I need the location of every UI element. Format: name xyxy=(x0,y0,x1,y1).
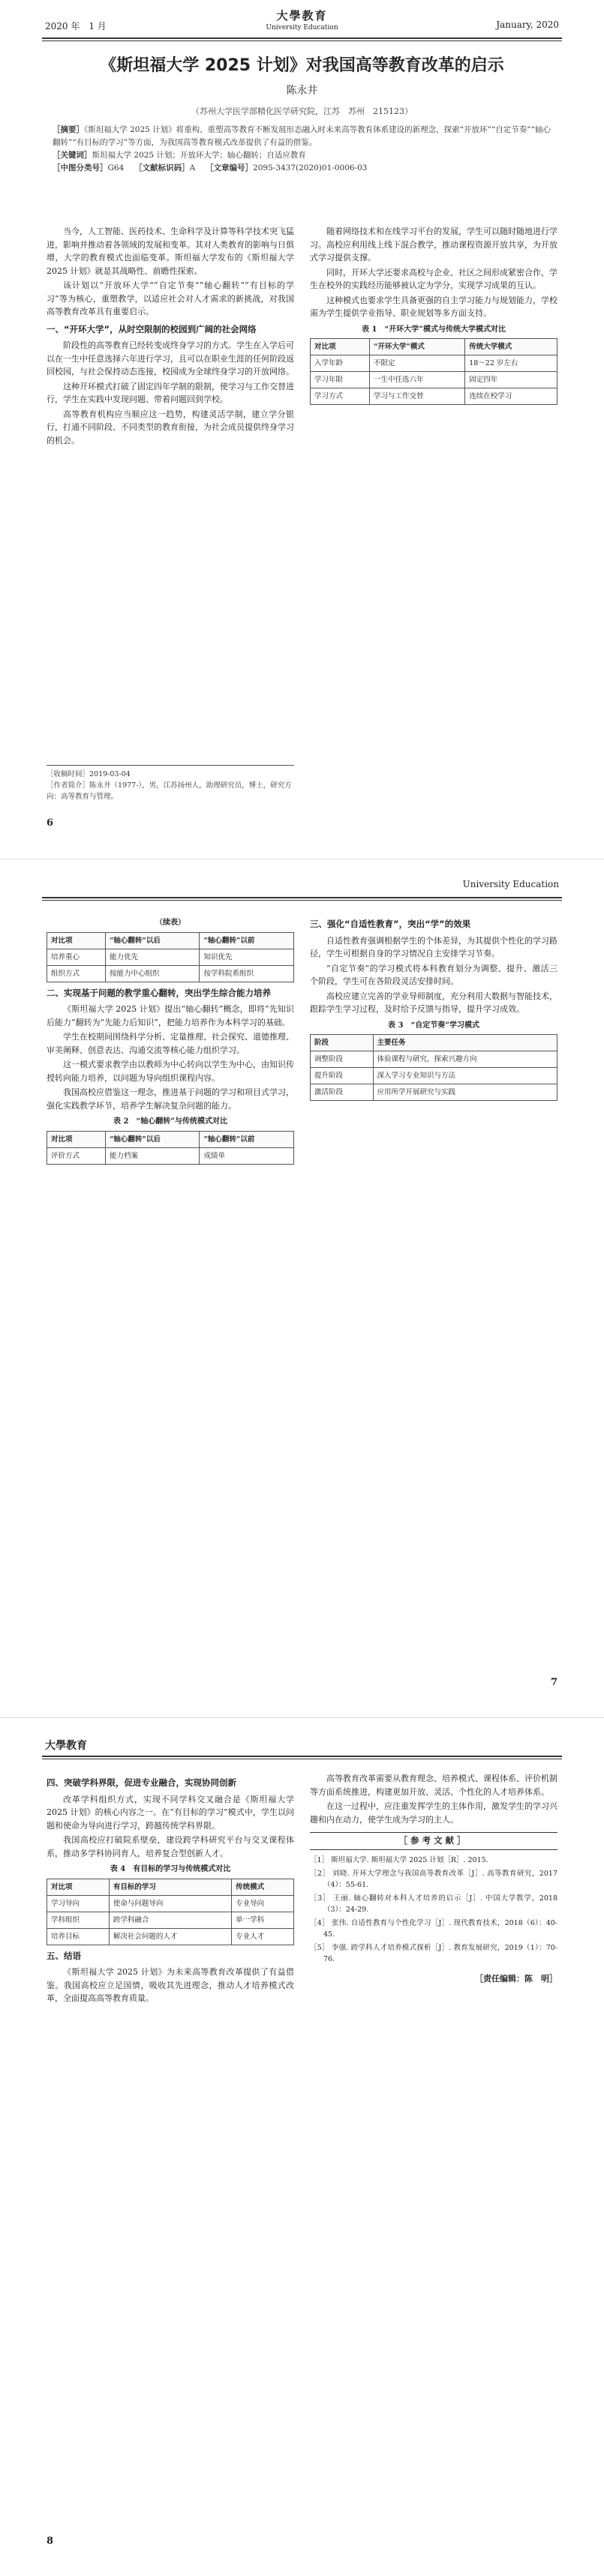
column-left xyxy=(47,225,294,448)
header-rule xyxy=(42,897,562,901)
paragraph: 自适性教育强调根据学生的个体差异，为其提供个性化的学习路径，学生可根据自身的学习情况自主安排学习节奏。 xyxy=(310,935,557,958)
table-cell: 学科组织 xyxy=(47,1912,110,1928)
table-row xyxy=(47,949,294,965)
table-row xyxy=(47,965,294,982)
paragraph: 高校应建立完善的学业导师制度，充分利用大数据与智能技术，跟踪学生学习过程，及时给予反馈与指导，提升学习成效。 xyxy=(310,991,557,1014)
section-heading-3: 三、强化“自适性教育”，突出“学”的效果 xyxy=(310,919,471,929)
footnote xyxy=(47,765,294,802)
table-cell: 组织方式 xyxy=(47,965,106,982)
table-cell: 学习导向 xyxy=(47,1895,110,1912)
section-heading-4: 四、突破学科界限，促进专业融合，实现协同创新 xyxy=(47,1777,236,1788)
column-right xyxy=(310,1772,557,1985)
table-row xyxy=(311,355,557,372)
table-3-caption: 表 3 “自定节奏”学习模式 xyxy=(388,1021,479,1030)
journal-name-en: University Education xyxy=(266,24,338,31)
table-1-caption: 表 1 “开环大学”模式与传统大学模式对比 xyxy=(362,325,506,334)
table-cell: 使命与问题导向 xyxy=(109,1895,231,1912)
table-row xyxy=(47,1895,294,1912)
table-header-cell: 对比项 xyxy=(47,1131,106,1147)
table-cell: 专业人才 xyxy=(232,1928,294,1945)
abstract-text: 《斯坦福大学 2025 计划》将重构、重塑高等教育不断发展形态融入时未来高等教育体系建设的新理念，探索“开放环”“自定节奏”“轴心翻转”“有目标的学习”等方面，为我国高等教育模式改革提供了有益的借鉴。 xyxy=(53,125,551,147)
running-header xyxy=(0,0,604,43)
paragraph: 在这一过程中，应注重发挥学生的主体作用，激发学生的学习兴趣和内在动力，使学生成为学习的主人。 xyxy=(310,1801,557,1825)
table-cell: 学习年限 xyxy=(311,372,370,388)
table-3 xyxy=(310,1034,557,1101)
table-cell: 专业导向 xyxy=(232,1895,294,1912)
running-header xyxy=(0,859,604,903)
page-number: 6 xyxy=(47,817,54,829)
paragraph: 学生在校期间围绕科学分析、定量推理、社会探究、道德推理、审美阐释、创意表达、沟通交流等核心能力组织学习。 xyxy=(47,1032,294,1055)
column-left xyxy=(47,913,294,1165)
table-cell: 不限定 xyxy=(369,355,464,372)
table-header-cell: “开环大学”模式 xyxy=(369,339,464,355)
table-2 xyxy=(47,1131,294,1165)
section-heading-5: 五、结语 xyxy=(47,1950,81,1961)
running-header xyxy=(0,1718,604,1762)
table-cell: 入学年龄 xyxy=(311,355,370,372)
table-header-cell: 对比项 xyxy=(47,1879,110,1895)
paragraph: 这一模式要求教学由以教师为中心转向以学生为中心，由知识传授转向能力培养，以问题为导向组织课程内容。 xyxy=(47,1060,294,1083)
table-cell: 解决社会问题的人才 xyxy=(109,1928,231,1945)
paragraph: 这种开环模式打破了固定四年学制的限制，使学习与工作交替进行，学生在实践中发现问题、带着问题回到学校。 xyxy=(47,381,294,404)
table-cell: 体验课程与研究，探索兴趣方向 xyxy=(373,1051,557,1068)
table-cell: 成绩单 xyxy=(200,1147,294,1164)
page-8 xyxy=(0,1717,604,2576)
paragraph: 高等教育改革需要从教育理念、培养模式、课程体系、评价机制等方面系统推进，构建更加开放、灵活、个性化的人才培养体系。 xyxy=(310,1774,557,1797)
header-journal-cn: 大學教育 xyxy=(45,1740,87,1752)
paragraph: 这种模式也要求学生具备更强的自主学习能力与规划能力，学校需为学生提供学业指导、职业规划等多方面支持。 xyxy=(310,295,557,318)
table-cell: 培养重心 xyxy=(47,949,106,965)
table-cell: 跨学科融合 xyxy=(109,1912,231,1928)
page-7 xyxy=(0,859,604,1717)
responsible-editor: ［责任编辑：陈 明］ xyxy=(475,1973,557,1984)
header-date-cn: 2020 年 1 月 xyxy=(45,21,107,31)
table-cell: 培养目标 xyxy=(47,1928,110,1945)
references-title: ［参考文献］ xyxy=(310,1832,557,1850)
table-header-cell: 对比项 xyxy=(311,339,370,355)
column-left xyxy=(47,1772,294,2007)
table-cell: 一生中任选六年 xyxy=(369,372,464,388)
page-number: 8 xyxy=(47,2536,54,2547)
article-author: 陈永井 xyxy=(286,85,318,97)
table-4-caption: 表 4 有目标的学习与传统模式对比 xyxy=(110,1865,231,1873)
keywords xyxy=(53,149,551,162)
table-cell: 能力档案 xyxy=(105,1147,200,1164)
table-row xyxy=(311,1084,557,1101)
paragraph: 该计划以“开放环大学”“自定节奏”“轴心翻转”“有目标的学习”等为核心，重塑教学，以适应社会对人才需求的新挑战，对我国高等教育改革具有重要启示。 xyxy=(47,280,294,316)
paragraph: 随着网络技术和在线学习平台的发展，学生可以随时随地进行学习。高校应利用线上线下混合教学，推动课程资源开放共享，为开放式学习提供支撑。 xyxy=(310,226,557,262)
keywords-label: ［关键词］ xyxy=(53,151,92,160)
table-header-cell: “轴心翻转”以后 xyxy=(105,932,200,949)
table-row xyxy=(311,388,557,405)
table-cell: 固定四年 xyxy=(465,372,557,388)
table-cell: 能力优先 xyxy=(105,949,200,965)
table-header-cell: “轴心翻转”以后 xyxy=(105,1131,200,1147)
reference-item: ［1］ 斯坦福大学. 斯坦福大学 2025 计划［R］. 2015. xyxy=(310,1855,488,1864)
header-journal-en: University Education xyxy=(462,879,559,889)
page-number: 7 xyxy=(550,1677,557,1688)
abstract-label: ［摘要］ xyxy=(53,125,84,134)
paragraph: 当今，人工智能、医药技术、生命科学及计算等科学技术突飞猛进，影响并推动着各领域的发展和变革。其对人类教育的影响与日俱增，大学的教育模式也面临变革。斯坦福大学发布的《斯坦福大学 2025 计划》就是其战略性、前瞻性探索。 xyxy=(47,226,294,276)
abstract-block xyxy=(53,124,551,175)
class-label: ［中图分类号］ xyxy=(53,163,108,172)
paragraph: 《斯坦福大学 2025 计划》为未来高等教育改革提供了有益借鉴。我国高校应立足国情，吸收其先进理念，推动人才培养模式改革，全面提高高等教育质量。 xyxy=(47,1967,294,2003)
page-6 xyxy=(0,0,604,859)
table-cell: 评价方式 xyxy=(47,1147,106,1164)
article-id-label: ［文章编号］ xyxy=(206,163,254,172)
table-cell: 按学科院系组织 xyxy=(200,965,294,982)
class-value: G64 xyxy=(107,163,125,172)
table-header-row xyxy=(311,339,557,355)
table-row xyxy=(311,1068,557,1084)
table-row xyxy=(311,1051,557,1068)
table-cell: 知识优先 xyxy=(200,949,294,965)
paragraph: 《斯坦福大学 2025 计划》提出“轴心翻转”概念，即将“先知识后能力”翻转为“先能力后知识”，把能力培养作为本科学习的基础。 xyxy=(47,1004,294,1027)
table-header-cell: 主要任务 xyxy=(373,1035,557,1051)
table-header-cell: 阶段 xyxy=(311,1035,374,1051)
paragraph: 我国高校应借鉴这一理念，推进基于问题的学习和项目式学习，强化实践教学环节，培养学生解决复杂问题的能力。 xyxy=(47,1087,294,1111)
table-continued xyxy=(47,932,294,982)
table-header-row xyxy=(47,1879,294,1895)
paragraph: 改革学科组织方式，实现不同学科交叉融合是《斯坦福大学 2025 计划》的核心内容之一。在“有目标的学习”模式中，学生以问题和使命为导向进行学习，跨越传统学科界限。 xyxy=(47,1794,294,1831)
reference-item: ［4］ 张伟. 自适性教育与个性化学习［J］. 现代教育技术，2018（6）：40-45. xyxy=(310,1918,557,1939)
paragraph: “自定节奏”的学习模式将本科教育划分为调整、提升、激活三个阶段，学生可在各阶段灵活安排时间。 xyxy=(310,963,557,986)
header-rule xyxy=(42,37,562,41)
table-cell: 按能力中心组织 xyxy=(105,965,200,982)
journal-name-cn: 大學教育 xyxy=(276,9,328,22)
header-rule xyxy=(42,1756,562,1759)
table-cell: 单一学科 xyxy=(232,1912,294,1928)
table-cell: 学习方式 xyxy=(311,388,370,405)
table-header-cell: “轴心翻转”以前 xyxy=(200,1131,294,1147)
table-header-cell: 传统大学模式 xyxy=(465,339,557,355)
table-header-row xyxy=(311,1035,557,1051)
reference-list xyxy=(310,1855,557,1965)
keywords-text: 斯坦福大学 2025 计划；开放环大学；轴心翻转；自适应教育 xyxy=(92,151,306,160)
table-cell: 学习与工作交替 xyxy=(369,388,464,405)
classification-line xyxy=(53,162,551,175)
doc-value: A xyxy=(189,163,196,172)
section-heading-2: 二、实现基于问题的教学重心翻转，突出学生综合能力培养 xyxy=(47,987,271,998)
paragraph: 高等教育机构应当顺应这一趋势，构建灵活学制，建立学分银行，打通不同阶段、不同类型的教育衔接，为社会成员提供终身学习的机会。 xyxy=(47,409,294,445)
author-bio: ［作者简介］陈永井（1977-），男，江苏扬州人，助理研究员，博士，研究方向：高等教育与管理。 xyxy=(47,781,292,801)
table-cell: 激活阶段 xyxy=(311,1084,374,1101)
table-header-cell: “轴心翻转”以前 xyxy=(200,932,294,949)
article-title: 《斯坦福大学 2025 计划》对我国高等教育改革的启示 xyxy=(100,56,504,75)
paragraph: 阶段性的高等教育已经转变成终身学习的方式。学生在入学后可以在一生中任意选择六年进行学习，且可以在职业生涯的任何阶段返回校园，与社会保持动态连接，校园成为全球终身学习的开放网络。 xyxy=(47,340,294,376)
table-cell: 连续在校学习 xyxy=(465,388,557,405)
paragraph: 同时，开环大学还要求高校与企业、社区之间形成紧密合作，学生在校外的实践经历能够被认定为学分，实现学习成果的互认。 xyxy=(310,267,557,290)
paragraph: 我国高校应打破院系壁垒，建设跨学科研究平台与交叉课程体系，推动多学科协同育人，培养复合型创新人才。 xyxy=(47,1835,294,1858)
table-cell: 提升阶段 xyxy=(311,1068,374,1084)
table-row xyxy=(47,1928,294,1945)
table-4 xyxy=(47,1879,294,1945)
table-cell: 应用所学开展研究与实践 xyxy=(373,1084,557,1101)
table-row xyxy=(47,1147,294,1164)
section-heading-1: 一、“开环大学”，从时空限制的校园到广阔的社会网络 xyxy=(47,323,257,334)
table-cell: 深入学习专业知识与方法 xyxy=(373,1068,557,1084)
table-2-caption: 表 2 “轴心翻转”与传统模式对比 xyxy=(113,1117,227,1126)
column-right xyxy=(310,913,557,1101)
column-right xyxy=(310,225,557,405)
reference-item: ［2］ 刘晓. 开环大学理念与我国高等教育改革［J］. 高等教育研究，2017（4）：55-61. xyxy=(310,1869,557,1889)
table-row xyxy=(311,372,557,388)
table-continued-caption: （续表） xyxy=(155,919,185,927)
table-cell: 调整阶段 xyxy=(311,1051,374,1068)
table-header-cell: 有目标的学习 xyxy=(109,1879,231,1895)
article-id-value: 2095-3437(2020)01-0006-03 xyxy=(253,163,368,172)
table-header-row xyxy=(47,1131,294,1147)
table-header-cell: 传统模式 xyxy=(232,1879,294,1895)
table-row xyxy=(47,1912,294,1928)
abstract xyxy=(53,124,551,149)
received-date: ［收稿时间］2019-03-04 xyxy=(47,770,131,778)
doc-label: ［文献标识码］ xyxy=(134,163,190,172)
author-affiliation: （苏州大学医学部精化医学研究院，江苏 苏州 215123） xyxy=(191,106,413,116)
header-date-en: January, 2020 xyxy=(496,19,559,30)
table-cell: 18～22 岁左右 xyxy=(465,355,557,372)
table-header-cell: 对比项 xyxy=(47,932,106,949)
reference-item: ［3］ 王丽. 轴心翻转对本科人才培养的启示［J］. 中国大学教学，2018（3）：24-29. xyxy=(310,1894,557,1914)
table-header-row xyxy=(47,932,294,949)
reference-item: ［5］ 李强. 跨学科人才培养模式探析［J］. 教育发展研究，2019（1）：70-76. xyxy=(310,1943,557,1963)
table-1 xyxy=(310,338,557,405)
